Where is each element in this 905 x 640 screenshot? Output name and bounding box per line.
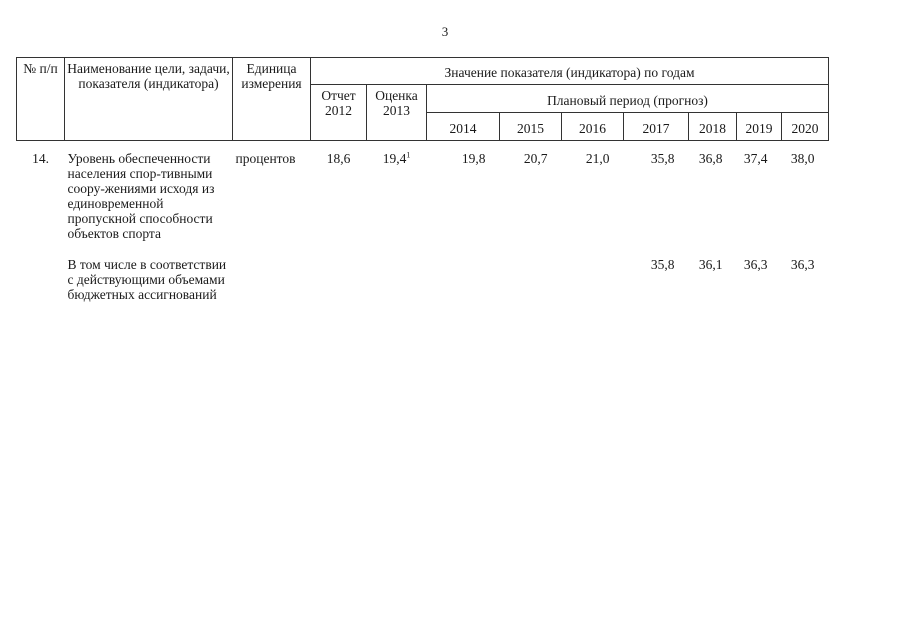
header-year: 2014 <box>427 113 500 141</box>
header-values-by-year: Значение показателя (индикатора) по годам <box>311 58 829 85</box>
report-value <box>311 241 367 302</box>
header-report-2012: Отчет 2012 <box>311 85 367 141</box>
value-2016: 21,0 <box>585 151 610 166</box>
unit-cell: процентов <box>235 151 296 166</box>
header-year: 2016 <box>562 113 624 141</box>
value-2018: 36,8 <box>698 151 723 166</box>
row-number: 14. <box>32 151 49 166</box>
header-year: 2017 <box>624 113 689 141</box>
estimate-value <box>367 241 427 302</box>
indicator-table <box>16 57 829 302</box>
value-2019: 36,3 <box>743 257 768 272</box>
indicator-name: Уровень обеспеченности населения спор-тивными соору-жениями исходя из единовременной пропускной способности объектов спорта <box>67 151 215 241</box>
header-year: 2015 <box>500 113 562 141</box>
value-2019: 37,4 <box>743 151 768 166</box>
report-value: 18,6 <box>326 151 351 166</box>
value-2017: 35,8 <box>650 257 675 272</box>
header-name: Наименование цели, задачи, показателя (индикатора) <box>65 58 233 141</box>
value-2014 <box>427 241 500 302</box>
table-row <box>17 141 829 242</box>
header-year: 2020 <box>782 113 829 141</box>
value-2015: 20,7 <box>523 151 548 166</box>
header-plan-period: Плановый период (прогноз) <box>427 85 829 113</box>
page-number: 3 <box>441 24 449 39</box>
header-estimate-2013: Оценка 2013 <box>367 85 427 141</box>
header-year: 2018 <box>689 113 737 141</box>
estimate-value: 19,4 <box>382 151 407 166</box>
value-2015 <box>500 241 562 302</box>
unit-cell <box>233 241 311 302</box>
indicator-name: В том числе в соответствии с действующими объемами бюджетных ассигнований <box>67 257 227 302</box>
value-2020: 36,3 <box>790 257 815 272</box>
header-unit: Единица измерения <box>233 58 311 141</box>
value-2016 <box>562 241 624 302</box>
header-year: 2019 <box>737 113 782 141</box>
value-2020: 38,0 <box>790 151 815 166</box>
value-2018: 36,1 <box>698 257 723 272</box>
table-row <box>17 241 829 302</box>
value-2014: 19,8 <box>461 151 486 166</box>
footnote-mark: 1 <box>406 150 411 160</box>
value-2017: 35,8 <box>650 151 675 166</box>
row-number <box>17 241 65 302</box>
header-number: № п/п <box>17 58 65 141</box>
estimate-value-cell <box>367 141 427 242</box>
